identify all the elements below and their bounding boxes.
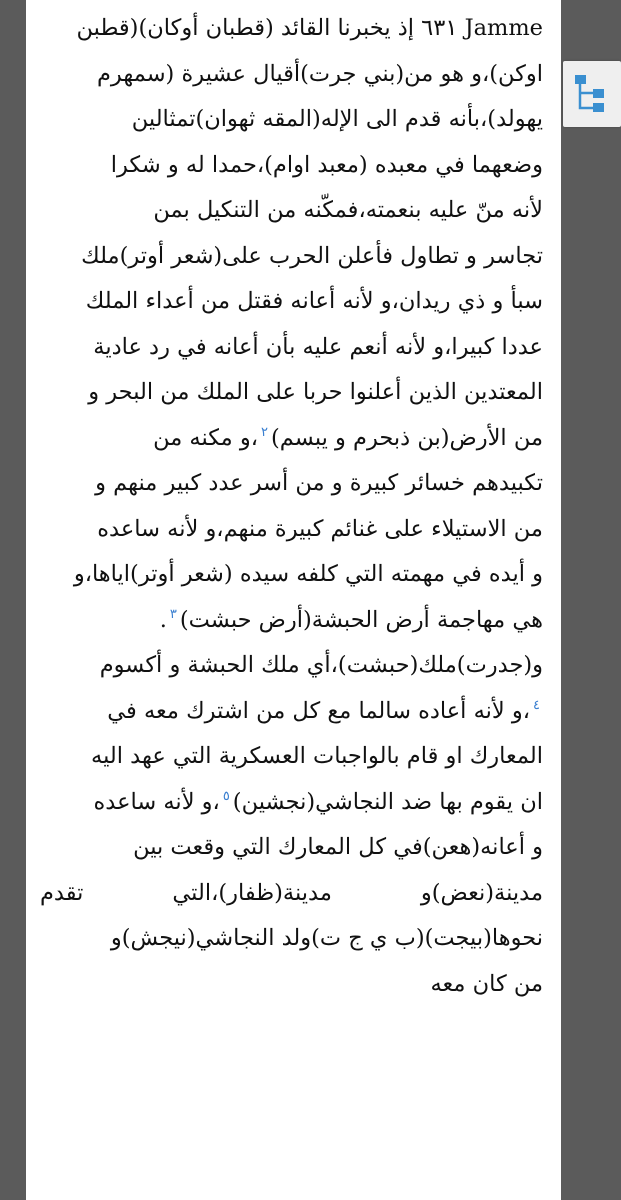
text-line <box>40 6 543 52</box>
line-text: لأنه منّ عليه بنعمته،فمكّنه من التنكيل بمن <box>153 197 543 223</box>
line-text-tail: . <box>159 606 167 633</box>
text-line <box>40 370 543 416</box>
line-text: تكبيدهم خسائر كبيرة و من أسر عدد كبير منهم و <box>95 470 543 496</box>
text-line <box>40 325 543 371</box>
line-text: و أيده في مهمته التي كلفه سيده (شعر أوتر)اياها،و <box>73 561 543 587</box>
line-text: نحوها(بيجت)(ب ي ج ت)ولد النجاشي(نيجش)و <box>110 925 543 951</box>
page-text <box>40 6 543 1007</box>
line-text: اوكن)،و هو من(بني جرت)أقيال عشيرة (سمهرم <box>96 60 543 87</box>
document-page <box>26 0 561 1200</box>
text-line <box>40 234 543 280</box>
line-text: وضعهما في معبده (معبد اوام)،حمدا له و شكرا <box>110 151 543 178</box>
text-line <box>40 52 543 98</box>
text-line <box>40 97 543 143</box>
text-line <box>40 916 543 962</box>
outline-button[interactable] <box>563 61 621 127</box>
text-line <box>40 507 543 553</box>
text-line <box>40 780 543 826</box>
text-line <box>40 962 543 1008</box>
line-text-tail: ،و لأنه ساعده <box>93 788 220 815</box>
footnote-link[interactable]: ٢ <box>261 424 268 440</box>
line-text: عددا كبيرا،و لأنه أنعم عليه بأن أعانه في رد عادية <box>93 333 543 360</box>
line-text: ،و لأنه أعاده سالما مع كل من اشترك معه في <box>107 697 531 724</box>
line-text-tail: ،و مكنه من <box>153 424 259 451</box>
outline-tree-icon <box>573 73 613 115</box>
line-text: يهولد)،بأنه قدم الى الإله(المقه ثهوان)تمثالين <box>131 106 543 132</box>
line-text: ان يقوم بها ضد النجاشي(نجشين) <box>232 788 543 815</box>
text-line <box>40 461 543 507</box>
line-text: المعارك او قام بالواجبات العسكرية التي عهد اليه <box>91 743 543 769</box>
line-text: من الاستيلاء على غنائم كبيرة منهم،و لأنه ساعده <box>97 515 543 542</box>
text-line <box>40 689 543 735</box>
line-text: هي مهاجمة أرض الحبشة(أرض حبشت) <box>179 606 543 633</box>
text-line <box>40 188 543 234</box>
line-text: Jamme ٦٣١ إذ يخبرنا القائد (قطبان أوكان)(قطبن <box>76 15 543 41</box>
line-text: المعتدين الذين أعلنوا حربا على الملك من البحر و <box>88 379 543 405</box>
footnote-link[interactable]: ٣ <box>169 606 177 622</box>
text-line <box>40 416 543 462</box>
line-text: سبأ و ذي ريدان،و لأنه أعانه فقتل من أعداء الملك <box>85 288 543 314</box>
text-line <box>40 552 543 598</box>
text-line <box>40 871 543 917</box>
text-line <box>40 825 543 871</box>
line-text: من كان معه <box>430 970 543 997</box>
text-line <box>40 143 543 189</box>
line-text: مدينة(نعض)و مدينة(ظفار)،التي تقدم <box>40 879 543 906</box>
text-line <box>40 279 543 325</box>
line-text: من الأرض(بن ذبحرم و يبسم) <box>271 424 543 451</box>
footnote-link[interactable]: ٥ <box>222 788 230 804</box>
text-line <box>40 643 543 689</box>
line-text: و(جدرت)ملك(حبشت)،أي ملك الحبشة و أكسوم <box>99 652 543 678</box>
text-line <box>40 734 543 780</box>
line-text: و أعانه(هعن)في كل المعارك التي وقعت بين <box>133 834 543 860</box>
footnote-link[interactable]: ٤ <box>533 697 540 713</box>
text-line <box>40 598 543 644</box>
line-text: تجاسر و تطاول فأعلن الحرب على(شعر أوتر)ملك <box>81 242 543 269</box>
